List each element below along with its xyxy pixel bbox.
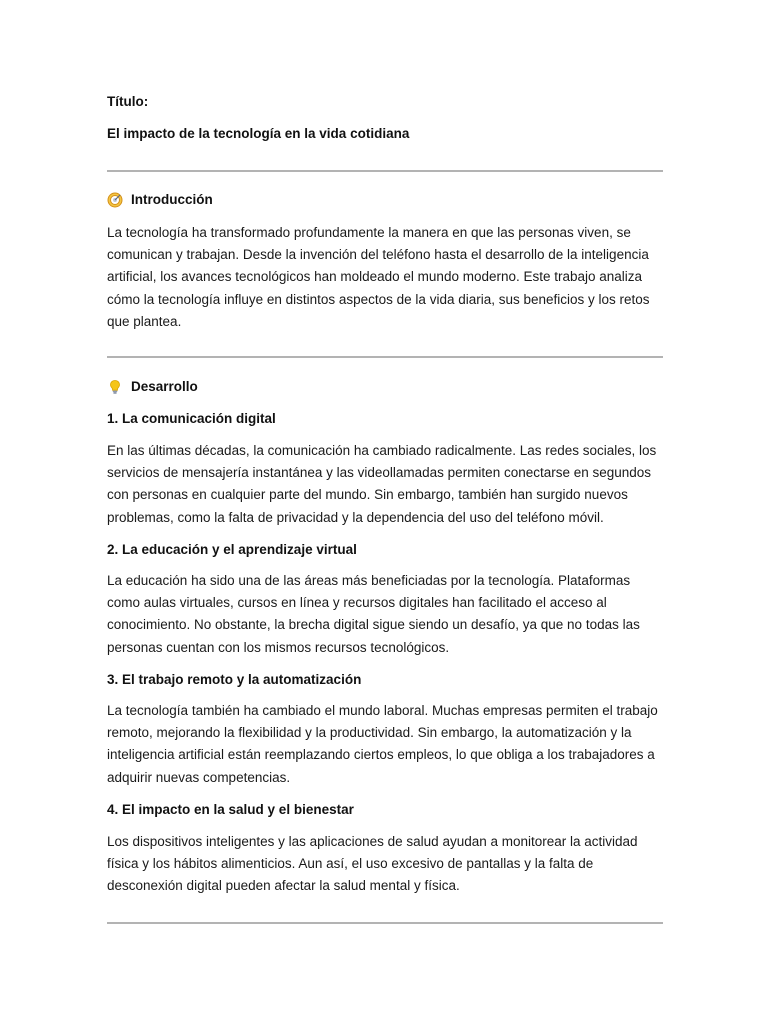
subsection-heading: 2. La educación y el aprendizaje virtual — [107, 542, 357, 557]
subsection-heading: 4. El impacto en la salud y el bienestar — [107, 802, 354, 817]
divider — [107, 356, 663, 358]
title-label: Título: — [107, 94, 149, 109]
document-title: El impacto de la tecnología en la vida cotidiana — [107, 126, 410, 141]
divider — [107, 922, 663, 924]
section-heading-label: Introducción — [131, 192, 213, 207]
section-heading-development — [107, 378, 198, 396]
target-icon — [107, 192, 123, 208]
lightbulb-icon — [107, 379, 123, 395]
subsection-paragraph: Los dispositivos inteligentes y las aplicaciones de salud ayudan a monitorear la actividad física y los hábitos alimenticios. Aun así, el uso excesivo de pantallas y la falta de desconexión digital pueden afectar la salud mental y física. — [107, 834, 638, 894]
section-heading-intro — [107, 191, 213, 209]
subsection-paragraph: La tecnología también ha cambiado el mundo laboral. Muchas empresas permiten el trabajo remoto, mejorando la flexibilidad y la productividad. Sin embargo, la automatización y la inteligencia artificial están reemplazando ciertos empleos, lo que obliga a los trabajadores a adquirir nuevas competencias. — [107, 703, 658, 785]
subsection-heading: 1. La comunicación digital — [107, 411, 276, 426]
intro-paragraph: La tecnología ha transformado profundamente la manera en que las personas viven, se comunican y trabajan. Desde la invención del teléfono hasta el desarrollo de la inteligencia artificial, los avances tecnológicos han moldeado el mundo moderno. Este trabajo analiza cómo la tecnología influye en distintos aspectos de la vida diaria, sus beneficios y los retos que plantea. — [107, 225, 650, 329]
divider — [107, 170, 663, 172]
section-heading-label: Desarrollo — [131, 379, 198, 394]
subsection-paragraph: La educación ha sido una de las áreas más beneficiadas por la tecnología. Plataformas como aulas virtuales, cursos en línea y recursos digitales han facilitado el acceso al conocimiento. No obstante, la brecha digital sigue siendo un desafío, ya que no todas las personas cuentan con los mismos recursos tecnológicos. — [107, 573, 640, 655]
subsection-heading: 3. El trabajo remoto y la automatización — [107, 672, 362, 687]
subsection-paragraph: En las últimas décadas, la comunicación ha cambiado radicalmente. Las redes sociales, los servicios de mensajería instantánea y las videollamadas permiten conectarse en segundos con personas en cualquier parte del mundo. Sin embargo, también han surgido nuevos problemas, como la falta de privacidad y la dependencia del uso del teléfono móvil. — [107, 443, 657, 525]
